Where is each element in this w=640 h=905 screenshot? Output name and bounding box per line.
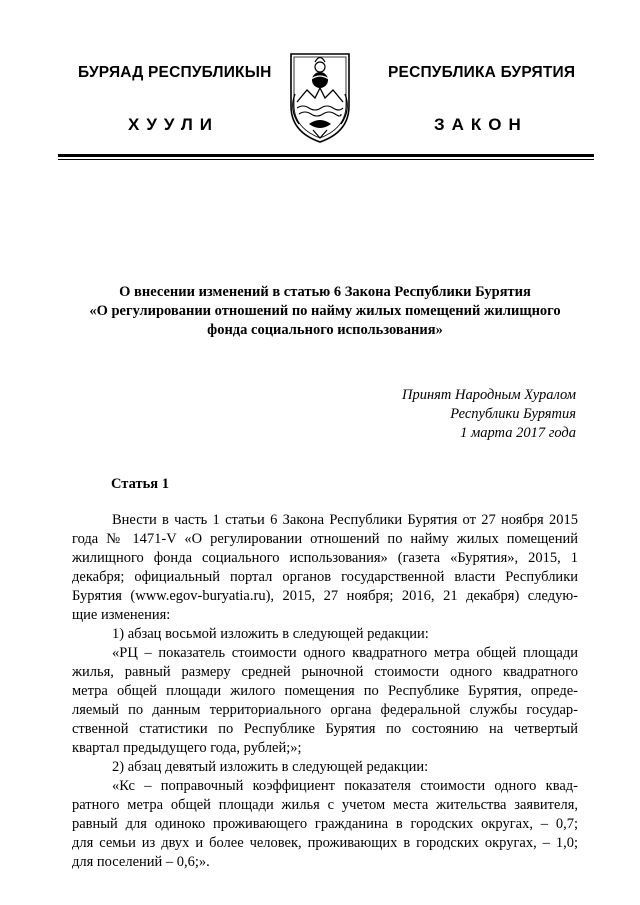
body-line: декабря; официальный портал органов государственной власти Республики (72, 569, 578, 585)
body-line: жилищного фонда социального использования» (газета «Бурятия», 2015, 1 (72, 550, 578, 566)
header-divider-thick (58, 154, 594, 157)
header-right-subtitle: ЗАКОН (434, 115, 528, 134)
body-line: для семьи из двух и более человек, проживающих в городских округах, – 1,0; (72, 835, 578, 851)
body-line: метра общей площади жилого помещения по Республике Бурятия, опреде- (72, 683, 578, 699)
article-heading: Статья 1 (111, 476, 169, 492)
body-line: «РЦ – показатель стоимости одного квадратного метра общей площади (112, 645, 578, 661)
body-line: равный для одиноко проживающего гражданина в городских округах, – 0,7; (72, 816, 578, 832)
header-right-title: РЕСПУБЛИКА БУРЯТИЯ (388, 64, 576, 81)
body-line: ственной статистики по Республике Бурятия по состоянию на четвертый (72, 721, 578, 737)
adoption-note-line: Принят Народным Хуралом (401, 387, 576, 403)
body-line: 2) абзац девятый изложить в следующей редакции: (112, 759, 429, 775)
article-body (72, 511, 578, 872)
adoption-note-line: Республики Бурятия (450, 406, 576, 422)
body-line: квартал предыдущего года, рублей;»; (72, 740, 302, 756)
header-divider-thin (58, 159, 594, 160)
body-line: 1) абзац восьмой изложить в следующей редакции: (112, 626, 429, 642)
body-line: Внести в часть 1 статьи 6 Закона Республики Бурятия от 27 ноября 2015 (112, 512, 578, 528)
law-title-line: «О регулировании отношений по найму жилых помещений жилищного (89, 303, 561, 319)
body-line: жилья, равный размеру средней рыночной стоимости одного квадратного (72, 664, 578, 680)
law-title-line: О внесении изменений в статью 6 Закона Республики Бурятия (119, 284, 531, 300)
body-line: ляемый по данным территориального органа федеральной службы государ- (72, 702, 578, 718)
adoption-note (300, 386, 576, 443)
coat-of-arms-icon (285, 50, 355, 145)
body-line: ратного метра общей площади жилья с учетом места жительства заявителя, (72, 797, 578, 813)
body-line: года № 1471-V «О регулировании отношений по найму жилых помещений (72, 531, 578, 547)
body-line: для поселений – 0,6;». (72, 854, 210, 870)
law-title-line: фонда социального использования» (207, 322, 443, 338)
header-left-title: БУРЯАД РЕСПУБЛИКЫН (78, 64, 272, 81)
body-line: «Кс – поправочный коэффициент показателя стоимости одного квад- (112, 778, 578, 794)
header-left-subtitle: ХУУЛИ (128, 115, 219, 134)
body-line: Бурятия (www.egov-buryatia.ru), 2015, 27 ноября; 2016, 21 декабря) следую- (72, 588, 578, 604)
adoption-note-line: 1 марта 2017 года (460, 425, 576, 441)
law-title (60, 283, 590, 340)
body-line: щие изменения: (72, 607, 171, 623)
